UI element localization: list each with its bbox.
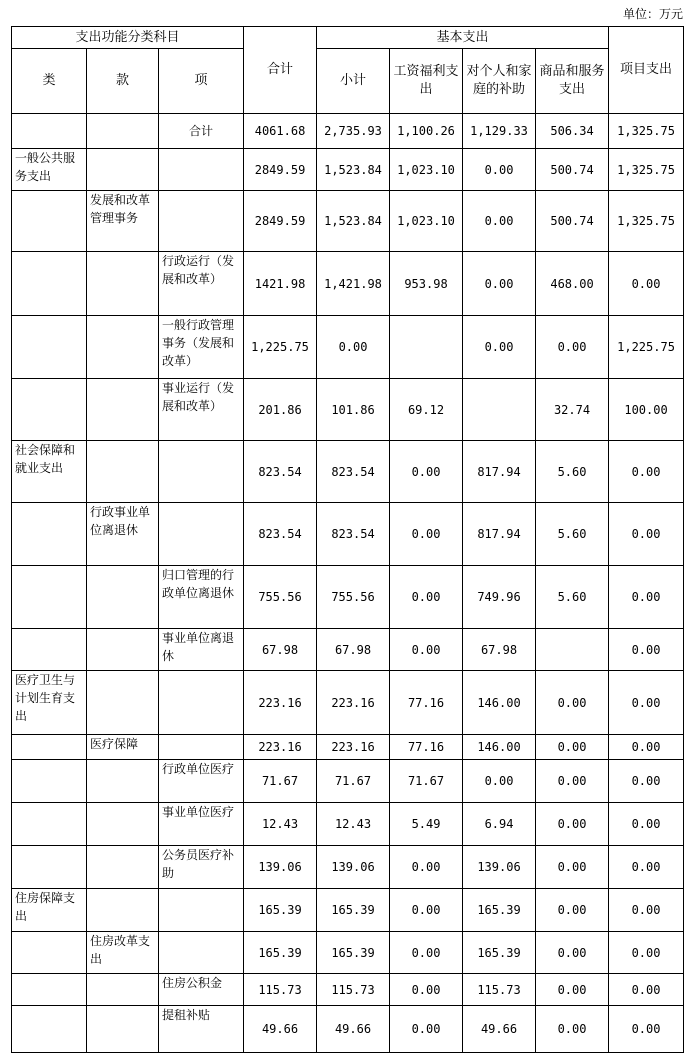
kuan-cell [87,974,159,1006]
total-cell: 823.54 [244,441,317,503]
project-cell: 0.00 [609,566,684,629]
table-row [12,846,684,889]
goods-cell: 0.00 [536,1006,609,1053]
subtotal-cell: 12.43 [317,803,390,846]
xiang-cell [159,889,244,932]
salary-cell: 0.00 [390,1006,463,1053]
kuan-cell [87,114,159,149]
kuan-cell: 发展和改革管理事务 [87,191,159,252]
goods-cell: 0.00 [536,974,609,1006]
kuan-cell [87,760,159,803]
subtotal-cell: 67.98 [317,629,390,671]
table-row [12,379,684,441]
table-row [12,735,684,760]
total-cell: 139.06 [244,846,317,889]
lei-cell [12,932,87,974]
total-cell: 4061.68 [244,114,317,149]
total-cell: 823.54 [244,503,317,566]
salary-cell: 953.98 [390,252,463,316]
goods-cell: 468.00 [536,252,609,316]
lei-cell: 住房保障支出 [12,889,87,932]
subtotal-cell: 165.39 [317,889,390,932]
header-func-class: 支出功能分类科目 [12,27,244,49]
table-row [12,441,684,503]
goods-cell: 32.74 [536,379,609,441]
table-row [12,889,684,932]
personal-cell: 0.00 [463,149,536,191]
xiang-cell: 事业单位离退休 [159,629,244,671]
subtotal-cell: 1,421.98 [317,252,390,316]
unit-label: 单位：万元 [622,7,683,21]
total-cell: 165.39 [244,932,317,974]
kuan-cell [87,889,159,932]
header-goods: 商品和服务支出 [536,49,609,114]
goods-cell: 506.34 [536,114,609,149]
lei-cell [12,316,87,379]
project-cell: 0.00 [609,932,684,974]
table-row [12,760,684,803]
xiang-cell [159,503,244,566]
header-total: 合计 [244,27,317,114]
total-cell: 1421.98 [244,252,317,316]
xiang-cell: 事业运行（发展和改革） [159,379,244,441]
xiang-cell: 行政运行（发展和改革） [159,252,244,316]
xiang-cell [159,441,244,503]
kuan-cell [87,629,159,671]
subtotal-cell: 49.66 [317,1006,390,1053]
personal-cell: 1,129.33 [463,114,536,149]
xiang-cell [159,671,244,735]
xiang-cell: 行政单位医疗 [159,760,244,803]
table-row [12,149,684,191]
salary-cell: 0.00 [390,974,463,1006]
header-lei: 类 [12,49,87,114]
goods-cell: 0.00 [536,889,609,932]
total-cell: 223.16 [244,735,317,760]
project-cell: 0.00 [609,503,684,566]
table-row [12,803,684,846]
total-cell: 201.86 [244,379,317,441]
project-cell: 1,325.75 [609,114,684,149]
xiang-cell: 提租补贴 [159,1006,244,1053]
project-cell: 1,325.75 [609,191,684,252]
personal-cell: 165.39 [463,932,536,974]
subtotal-cell: 101.86 [317,379,390,441]
personal-cell: 0.00 [463,252,536,316]
header-subtotal: 小计 [317,49,390,114]
xiang-cell: 公务员医疗补助 [159,846,244,889]
salary-cell: 77.16 [390,735,463,760]
lei-cell: 社会保障和就业支出 [12,441,87,503]
lei-cell [12,1006,87,1053]
lei-cell: 医疗卫生与计划生育支出 [12,671,87,735]
salary-cell: 0.00 [390,503,463,566]
salary-cell [390,316,463,379]
salary-cell: 0.00 [390,441,463,503]
personal-cell: 6.94 [463,803,536,846]
project-cell: 0.00 [609,846,684,889]
salary-cell: 0.00 [390,566,463,629]
salary-cell: 0.00 [390,629,463,671]
personal-cell: 0.00 [463,760,536,803]
kuan-cell [87,803,159,846]
project-cell: 1,325.75 [609,149,684,191]
total-cell: 755.56 [244,566,317,629]
personal-cell: 139.06 [463,846,536,889]
header-personal: 对个人和家庭的补助 [463,49,536,114]
subtotal-cell: 2,735.93 [317,114,390,149]
table-row [12,629,684,671]
subtotal-cell: 223.16 [317,735,390,760]
goods-cell: 500.74 [536,191,609,252]
header-kuan: 款 [87,49,159,114]
goods-cell: 0.00 [536,846,609,889]
xiang-cell [159,932,244,974]
salary-cell: 0.00 [390,932,463,974]
table-row [12,191,684,252]
personal-cell: 749.96 [463,566,536,629]
project-cell: 0.00 [609,252,684,316]
goods-cell: 0.00 [536,316,609,379]
lei-cell [12,629,87,671]
goods-cell: 0.00 [536,803,609,846]
table-row [12,114,684,149]
lei-cell [12,252,87,316]
subtotal-cell: 223.16 [317,671,390,735]
total-cell: 49.66 [244,1006,317,1053]
lei-cell [12,191,87,252]
salary-cell: 5.49 [390,803,463,846]
xiang-cell: 归口管理的行政单位离退休 [159,566,244,629]
goods-cell [536,629,609,671]
header-project: 项目支出 [609,27,684,114]
salary-cell: 0.00 [390,889,463,932]
xiang-cell: 一般行政管理事务（发展和改革） [159,316,244,379]
total-cell: 115.73 [244,974,317,1006]
subtotal-cell: 115.73 [317,974,390,1006]
lei-cell [12,974,87,1006]
kuan-cell: 行政事业单位离退休 [87,503,159,566]
table-body [12,114,684,1053]
expenditure-table [11,26,684,1053]
goods-cell: 5.60 [536,503,609,566]
goods-cell: 5.60 [536,566,609,629]
table-row [12,974,684,1006]
xiang-cell: 事业单位医疗 [159,803,244,846]
lei-cell [12,760,87,803]
project-cell: 1,225.75 [609,316,684,379]
total-cell: 165.39 [244,889,317,932]
salary-cell: 1,023.10 [390,149,463,191]
table-row [12,932,684,974]
subtotal-cell: 1,523.84 [317,191,390,252]
xiang-cell: 合计 [159,114,244,149]
subtotal-cell: 755.56 [317,566,390,629]
salary-cell: 69.12 [390,379,463,441]
header-basic: 基本支出 [317,27,609,49]
salary-cell: 0.00 [390,846,463,889]
total-cell: 2849.59 [244,149,317,191]
project-cell: 0.00 [609,760,684,803]
kuan-cell: 医疗保障 [87,735,159,760]
project-cell: 0.00 [609,889,684,932]
total-cell: 2849.59 [244,191,317,252]
lei-cell [12,566,87,629]
total-cell: 223.16 [244,671,317,735]
kuan-cell [87,671,159,735]
salary-cell: 71.67 [390,760,463,803]
goods-cell: 500.74 [536,149,609,191]
lei-cell [12,735,87,760]
personal-cell: 0.00 [463,191,536,252]
subtotal-cell: 139.06 [317,846,390,889]
salary-cell: 1,023.10 [390,191,463,252]
kuan-cell [87,379,159,441]
lei-cell [12,114,87,149]
lei-cell [12,803,87,846]
subtotal-cell: 1,523.84 [317,149,390,191]
project-cell: 0.00 [609,974,684,1006]
kuan-cell [87,316,159,379]
project-cell: 0.00 [609,735,684,760]
personal-cell: 115.73 [463,974,536,1006]
lei-cell [12,503,87,566]
table-row [12,316,684,379]
salary-cell: 1,100.26 [390,114,463,149]
subtotal-cell: 0.00 [317,316,390,379]
goods-cell: 0.00 [536,932,609,974]
goods-cell: 0.00 [536,671,609,735]
project-cell: 0.00 [609,629,684,671]
subtotal-cell: 823.54 [317,503,390,566]
personal-cell: 817.94 [463,441,536,503]
total-cell: 71.67 [244,760,317,803]
subtotal-cell: 823.54 [317,441,390,503]
personal-cell: 817.94 [463,503,536,566]
xiang-cell [159,735,244,760]
personal-cell: 165.39 [463,889,536,932]
total-cell: 12.43 [244,803,317,846]
table-row [12,566,684,629]
header-xiang: 项 [159,49,244,114]
personal-cell: 0.00 [463,316,536,379]
kuan-cell [87,252,159,316]
project-cell: 0.00 [609,441,684,503]
table-row [12,503,684,566]
salary-cell: 77.16 [390,671,463,735]
xiang-cell: 住房公积金 [159,974,244,1006]
kuan-cell [87,441,159,503]
table-row [12,671,684,735]
kuan-cell [87,149,159,191]
personal-cell: 146.00 [463,671,536,735]
lei-cell: 一般公共服务支出 [12,149,87,191]
xiang-cell [159,149,244,191]
project-cell: 0.00 [609,671,684,735]
goods-cell: 0.00 [536,760,609,803]
goods-cell: 0.00 [536,735,609,760]
project-cell: 0.00 [609,1006,684,1053]
total-cell: 67.98 [244,629,317,671]
project-cell: 0.00 [609,803,684,846]
kuan-cell [87,566,159,629]
personal-cell: 146.00 [463,735,536,760]
table-header [12,27,684,114]
personal-cell [463,379,536,441]
personal-cell: 49.66 [463,1006,536,1053]
kuan-cell [87,1006,159,1053]
subtotal-cell: 165.39 [317,932,390,974]
lei-cell [12,379,87,441]
kuan-cell: 住房改革支出 [87,932,159,974]
lei-cell [12,846,87,889]
xiang-cell [159,191,244,252]
goods-cell: 5.60 [536,441,609,503]
table-row [12,252,684,316]
kuan-cell [87,846,159,889]
header-salary: 工资福利支出 [390,49,463,114]
personal-cell: 67.98 [463,629,536,671]
total-cell: 1,225.75 [244,316,317,379]
project-cell: 100.00 [609,379,684,441]
subtotal-cell: 71.67 [317,760,390,803]
table-row [12,1006,684,1053]
